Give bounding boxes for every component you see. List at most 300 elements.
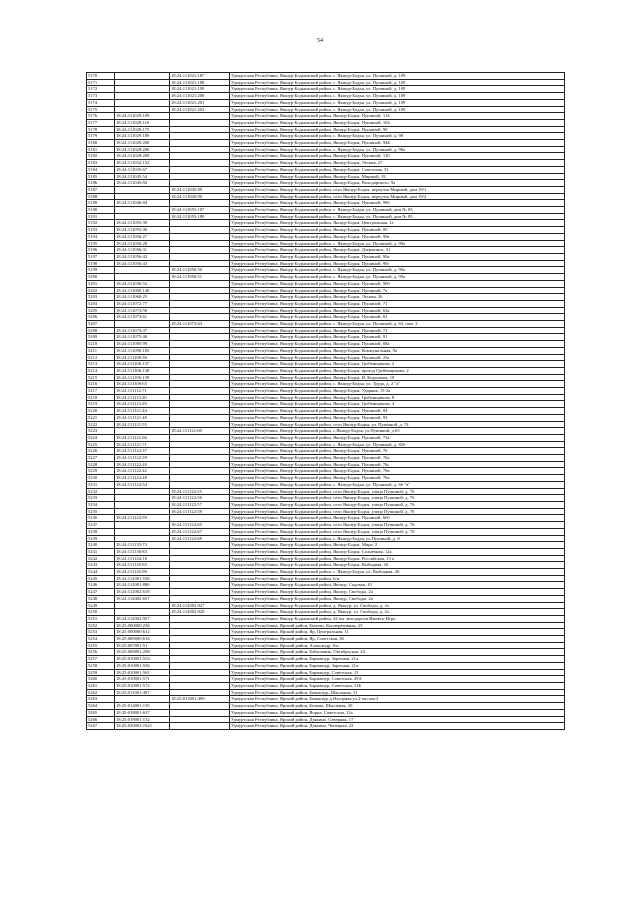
table-row xyxy=(87,119,565,126)
row-number-cell: 5206 xyxy=(87,314,115,321)
cadastral-number-cell: 18:24:111072:77 xyxy=(115,300,170,307)
table-row xyxy=(87,508,565,515)
premises-cadastral-number-cell xyxy=(170,408,230,415)
address-cell: Удмуртская Республика, Якшур-Бодьинский район, Якшур-Бодья, Пушиной, 90а xyxy=(230,233,565,240)
address-cell: Удмуртская Республика, Якшур-Бодьинский район, Якшур-Бодья, Пушиной, 76 xyxy=(230,448,565,455)
row-number-cell: 5221 xyxy=(87,414,115,421)
page-number: 54 xyxy=(317,38,323,44)
premises-cadastral-number-cell xyxy=(170,441,230,448)
table-row xyxy=(87,562,565,569)
cadastral-number-cell: 18:25:011001:497 xyxy=(115,689,170,696)
table-row xyxy=(87,582,565,589)
row-number-cell: 5230 xyxy=(87,475,115,482)
cadastral-number-cell: 18:24:111056:27 xyxy=(115,233,170,240)
premises-cadastral-number-cell xyxy=(170,669,230,676)
row-number-cell: 5232 xyxy=(87,488,115,495)
table-row xyxy=(87,709,565,716)
row-number-cell: 5262 xyxy=(87,689,115,696)
premises-cadastral-number-cell xyxy=(170,227,230,234)
premises-cadastral-number-cell xyxy=(170,662,230,669)
table-row xyxy=(87,535,565,542)
table-row xyxy=(87,515,565,522)
premises-cadastral-number-cell xyxy=(170,133,230,140)
address-cell: Удмуртская Республика, Якшур-Бодьинский район, Якшур-Бодья, Володарского, 9а xyxy=(230,180,565,187)
cadastral-number-cell: 18:24:111056:31 xyxy=(115,247,170,254)
row-number-cell: 5264 xyxy=(87,703,115,710)
address-cell: Удмуртская Республика, Якшур-Бодьинский район, Якшур-Бодья, Пушиной, 72а xyxy=(230,434,565,441)
address-cell: Удмуртская Республика, Ярский район, Бармашур, Советская, 13Б xyxy=(230,682,565,689)
row-number-cell: 5207 xyxy=(87,321,115,328)
table-row xyxy=(87,341,565,348)
address-cell: Удмуртская Республика, Якшур-Бодьинский район, Якшур-Бодья, Пушиной, 25а xyxy=(230,354,565,361)
row-number-cell: 5170 xyxy=(87,73,115,80)
row-number-cell: 5225 xyxy=(87,441,115,448)
premises-cadastral-number-cell: 18:24:111122:56 xyxy=(170,495,230,502)
cadastral-number-cell xyxy=(115,428,170,435)
address-cell: Удмуртская Республика, Якшур-Бодьинский район, село Якшур-Бодья, улица Пушиной, д. 76 xyxy=(230,488,565,495)
cadastral-number-cell: 18:24:111056:42 xyxy=(115,253,170,260)
table-row xyxy=(87,595,565,602)
premises-cadastral-number-cell xyxy=(170,401,230,408)
cadastral-number-cell: 18:24:111121:44 xyxy=(115,408,170,415)
cadastral-number-cell: 18:24:112001:558 xyxy=(115,575,170,582)
table-row xyxy=(87,253,565,260)
premises-cadastral-number-cell xyxy=(170,434,230,441)
premises-cadastral-number-cell xyxy=(170,569,230,576)
premises-cadastral-number-cell xyxy=(170,314,230,321)
premises-cadastral-number-cell xyxy=(170,689,230,696)
cadastral-number-cell: 18:24:111145:90 xyxy=(115,569,170,576)
table-row xyxy=(87,555,565,562)
address-cell: Удмуртская Республика, Якшур-Бодьинский район, Якшур-Бодья, Пушиной, 90а xyxy=(230,253,565,260)
row-number-cell: 5243 xyxy=(87,562,115,569)
row-number-cell: 5205 xyxy=(87,307,115,314)
address-cell: Удмуртская Республика, Якшур-Бодьинский район, Якшур-Бодья, Пушиной, 85 xyxy=(230,227,565,234)
address-cell: Удмуртская Республика, Якшур-Бодьинский район, Якшур-Бодья, Ударная, 15-2а xyxy=(230,388,565,395)
row-number-cell: 5185 xyxy=(87,173,115,180)
row-number-cell: 5229 xyxy=(87,468,115,475)
table-row xyxy=(87,361,565,368)
table-row xyxy=(87,180,565,187)
cadastral-number-cell xyxy=(115,609,170,616)
address-cell: Удмуртская Республика, Якшур-Бодьинский район, Якшур-Бодья, Лесная, 27 xyxy=(230,160,565,167)
row-number-cell: 5246 xyxy=(87,582,115,589)
address-cell: Удмуртская Республика, Якшур-Бодьинский район, с. Якшур-Бодья, ул. Пушиной, дом № 83 xyxy=(230,207,565,214)
cadastral-number-cell: 18:25:000000:612 xyxy=(115,629,170,636)
address-cell: Удмуртская Республика, Якшур-Бодьинский район, Якшур-Бодья, Мирный, 19 xyxy=(230,173,565,180)
table-row xyxy=(87,374,565,381)
table-row xyxy=(87,569,565,576)
table-row xyxy=(87,408,565,415)
address-cell: Удмуртская Республика, Ярский район, Бармашур, Советская, 13 xyxy=(230,669,565,676)
cadastral-number-cell: 18:29:018001:637 xyxy=(115,709,170,716)
table-row xyxy=(87,79,565,86)
table-row xyxy=(87,455,565,462)
premises-cadastral-number-cell xyxy=(170,723,230,730)
row-number-cell: 5196 xyxy=(87,247,115,254)
premises-cadastral-number-cell: 18:24:111122:68 xyxy=(170,535,230,542)
cadastral-number-cell xyxy=(115,508,170,515)
premises-cadastral-number-cell xyxy=(170,280,230,287)
premises-cadastral-number-cell xyxy=(170,287,230,294)
cadastral-number-cell: 18:25:010001:561 xyxy=(115,669,170,676)
cadastral-number-cell xyxy=(115,86,170,93)
cadastral-number-cell xyxy=(115,488,170,495)
row-number-cell: 5245 xyxy=(87,575,115,582)
premises-cadastral-number-cell xyxy=(170,548,230,555)
cadastral-number-cell: 18:24:111121:66 xyxy=(115,434,170,441)
cadastral-number-cell: 18:24:111145:85 xyxy=(115,562,170,569)
row-number-cell: 5201 xyxy=(87,280,115,287)
premises-cadastral-number-cell: 18:25:013001:489 xyxy=(170,696,230,703)
table-row xyxy=(87,240,565,247)
cadastral-number-cell: 18:24:111060:25 xyxy=(115,294,170,301)
row-number-cell: 5211 xyxy=(87,347,115,354)
row-number-cell: 5200 xyxy=(87,274,115,281)
row-number-cell: 5252 xyxy=(87,622,115,629)
address-cell: Удмуртская Республика, Якшур-Бодьинский район, Якшур, Свободы, 2а xyxy=(230,595,565,602)
table-row xyxy=(87,166,565,173)
row-number-cell: 5263 xyxy=(87,696,115,703)
address-cell: Удмуртская Республика, Ярский район, Ворна, Советская, 12а xyxy=(230,709,565,716)
row-number-cell: 5236 xyxy=(87,515,115,522)
premises-cadastral-number-cell xyxy=(170,260,230,267)
cadastral-number-cell: 18:24:111073:58 xyxy=(115,307,170,314)
address-cell: Удмуртская Республика, Якшур-Бодьинский район, с. Якшур-Бодья, ул. Пушиной, д. 109 xyxy=(230,106,565,113)
table-row xyxy=(87,173,565,180)
address-cell: Удмуртская Республика, Якшур-Бодьинский район, Якшур-Бодья, Пушиной, 99б xyxy=(230,200,565,207)
address-cell: Удмуртская Республика, Якшур-Бодьинский район, село Якшур-Бодья, ул. Пушиной, д. 74 xyxy=(230,421,565,428)
address-cell: Удмуртская Республика, Якшур-Бодьинский район, село Якшур-Бодья, улица Пушиной, д. 76 xyxy=(230,502,565,509)
table-row xyxy=(87,213,565,220)
cadastral-number-cell: 18:24:111109:65 xyxy=(115,381,170,388)
address-cell: Удмуртская Республика, Якшур-Бодьинский район, Якшур-Бодья, Пушиной, 114 xyxy=(230,113,565,120)
premises-cadastral-number-cell xyxy=(170,542,230,549)
row-number-cell: 5171 xyxy=(87,79,115,86)
table-row xyxy=(87,488,565,495)
premises-cadastral-number-cell xyxy=(170,656,230,663)
cadastral-number-cell: 18:24:111029:189 xyxy=(115,133,170,140)
cadastral-number-cell: 18:25:020002:1621 xyxy=(115,723,170,730)
table-row xyxy=(87,227,565,234)
table-row xyxy=(87,656,565,663)
cadastral-number-cell: 18:24:111112:71 xyxy=(115,388,170,395)
table-row xyxy=(87,669,565,676)
table-row xyxy=(87,280,565,287)
table-row xyxy=(87,542,565,549)
premises-cadastral-number-cell: 18:24:111121:60 xyxy=(170,428,230,435)
cadastral-number-cell: 18:24:111029:109 xyxy=(115,113,170,120)
row-number-cell: 5195 xyxy=(87,240,115,247)
cadastral-number-cell: 18:25:010001:571 xyxy=(115,676,170,683)
cadastral-number-cell: 18:25:007001:51 xyxy=(115,642,170,649)
address-cell: Удмуртская Республика, Якшур-Бодьинский район, село Якшур-Бодья, улица Пушиной, д. 76 xyxy=(230,508,565,515)
cadastral-number-cell: 18:24:112002:957 xyxy=(115,615,170,622)
row-number-cell: 5173 xyxy=(87,93,115,100)
table-row xyxy=(87,609,565,616)
address-cell: Удмуртская Республика, Якшур-Бодьинский район, Якшур-Бодья, И. Короткова, 10 xyxy=(230,374,565,381)
address-cell: Удмуртская Республика, Якшур-Бодьинский район, Якшур-Бодья, Коммунальная, 9а xyxy=(230,347,565,354)
row-number-cell: 5235 xyxy=(87,508,115,515)
premises-cadastral-number-cell xyxy=(170,341,230,348)
address-cell: Удмуртская Республика, Якшур-Бодьинский район, с. Якшур-Бодья, ул. Пушиной, д. 90а xyxy=(230,240,565,247)
premises-cadastral-number-cell xyxy=(170,589,230,596)
table-row xyxy=(87,321,565,328)
address-cell: Удмуртская Республика, Якшур-Бодьинский район, село Якшур-Бодья, переулок Мирный, дом 19/2 xyxy=(230,193,565,200)
table-row xyxy=(87,394,565,401)
address-cell: Удмуртская Республика, Якшур-Бодьинский район, село Якшур-Бодья, улица Пушиной, д. 76 xyxy=(230,528,565,535)
premises-cadastral-number-cell: 18:24:111021:200 xyxy=(170,93,230,100)
row-number-cell: 5212 xyxy=(87,354,115,361)
cadastral-number-cell: 18:24:111122:48 xyxy=(115,475,170,482)
premises-cadastral-number-cell xyxy=(170,414,230,421)
table-row xyxy=(87,267,565,274)
cadastral-number-cell: 18:24:112002:618 xyxy=(115,589,170,596)
address-cell: Удмуртская Республика, Якшур-Бодьинский район, 44 км. автодороги Ижевск-Игра xyxy=(230,615,565,622)
address-cell: Удмуртская Республика, Якшур-Бодьинский район, Якшур-Бодья, Пушиной, 94Б xyxy=(230,140,565,147)
table-row xyxy=(87,300,565,307)
address-cell: Удмуртская Республика, Ярский район, Бычево, Кооперативная, 25 xyxy=(230,622,565,629)
table-row xyxy=(87,461,565,468)
table-row xyxy=(87,441,565,448)
row-number-cell: 5194 xyxy=(87,233,115,240)
premises-cadastral-number-cell xyxy=(170,595,230,602)
cadastral-number-cell: 18:24:111029:175 xyxy=(115,126,170,133)
address-cell: Удмуртская Республика, Якшур-Бодьинский район, с. Якшур-Бодья, ул. Пушиной, дом № 85 xyxy=(230,213,565,220)
address-cell: Удмуртская Республика, Якшур-Бодьинский район, Якшур-Бодья, Гребенщикова, 2 xyxy=(230,361,565,368)
table-row xyxy=(87,73,565,80)
premises-cadastral-number-cell: 18:24:111055:187 xyxy=(170,207,230,214)
cadastral-number-cell xyxy=(115,73,170,80)
table-row xyxy=(87,207,565,214)
row-number-cell: 5260 xyxy=(87,676,115,683)
table-row xyxy=(87,220,565,227)
cadastral-number-cell xyxy=(115,502,170,509)
row-number-cell: 5238 xyxy=(87,528,115,535)
address-cell: Удмуртская Республика, Якшур-Бодьинский район, Якшур-Бодья, Солнечная, 12а xyxy=(230,548,565,555)
cadastral-number-cell xyxy=(115,93,170,100)
address-cell: Удмуртская Республика, Якшур-Бодьинский район, Якшур-Бодья, Дзержинск, 31 xyxy=(230,247,565,254)
row-number-cell: 5175 xyxy=(87,106,115,113)
address-cell: Удмуртская Республика, Якшур-Бодьинский район, с. Якшур-Бодья, ул. Пушиной, д. 109 xyxy=(230,86,565,93)
address-cell: Удмуртская Республика, Ярский район, Бармашур, Советская, 29А xyxy=(230,676,565,683)
address-cell: Удмуртская Республика, Якшур-Бодьинский район, Якшур-Бодья, Выборная, 26 xyxy=(230,562,565,569)
premises-cadastral-number-cell xyxy=(170,709,230,716)
address-cell: Удмуртская Республика, Якшур-Бодьинский район, с. Якшур-Бодья, ул. Пушиной, д. 109 xyxy=(230,99,565,106)
premises-cadastral-number-cell xyxy=(170,347,230,354)
address-cell: Удмуртская Республика, Якшур-Бодьинский район, Якшур-Бодья, Пушиной, 68а xyxy=(230,341,565,348)
row-number-cell: 5204 xyxy=(87,300,115,307)
address-cell: Удмуртская Республика, Ярский район, Дзякино, Чепецкая, 22 xyxy=(230,723,565,730)
table-row xyxy=(87,502,565,509)
table-row xyxy=(87,126,565,133)
premises-cadastral-number-cell: 18:24:111021:188 xyxy=(170,79,230,86)
premises-cadastral-number-cell xyxy=(170,233,230,240)
cadastral-number-cell: 18:24:111029:200 xyxy=(115,140,170,147)
premises-cadastral-number-cell xyxy=(170,381,230,388)
row-number-cell: 5215 xyxy=(87,374,115,381)
premises-cadastral-number-cell xyxy=(170,622,230,629)
address-cell: Удмуртская Республика, Якшур-Бодьинский район, Якшур-Бодья, Российская, 13 а xyxy=(230,555,565,562)
table-row xyxy=(87,200,565,207)
row-number-cell: 5237 xyxy=(87,522,115,529)
address-cell: Удмуртская Республика, Якшур-Бодьинский район, д. Якшур, ул. Свободы, д. 2а xyxy=(230,609,565,616)
premises-cadastral-number-cell xyxy=(170,200,230,207)
row-number-cell: 5227 xyxy=(87,455,115,462)
row-number-cell: 5182 xyxy=(87,153,115,160)
address-cell: Удмуртская Республика, Якшур-Бодьинский район, с. Якшур-Бодья, ул. Пушиной, д. 109 xyxy=(230,93,565,100)
address-cell: Удмуртская Республика, Якшур-Бодьинский район, Якшур-Бодья, Пушиной, 66б xyxy=(230,515,565,522)
address-cell: Удмуртская Республика, Якшур-Бодьинский район, 6/н xyxy=(230,575,565,582)
cadastral-number-cell: 18:24:111121:71 xyxy=(115,441,170,448)
table-row xyxy=(87,99,565,106)
premises-cadastral-number-cell: 18:24:111045:89 xyxy=(170,186,230,193)
address-cell: Удмуртская Республика, Якшур-Бодьинский район, Якшур, Свободы, 2а xyxy=(230,589,565,596)
cadastral-number-cell: 18:24:111060:140 xyxy=(115,287,170,294)
table-row xyxy=(87,327,565,334)
table-row xyxy=(87,615,565,622)
cadastral-number-cell xyxy=(115,528,170,535)
premises-cadastral-number-cell: 18:24:111055:189 xyxy=(170,213,230,220)
row-number-cell: 5231 xyxy=(87,481,115,488)
cadastral-number-cell: 18:24:111100:36 xyxy=(115,354,170,361)
table-row xyxy=(87,388,565,395)
premises-cadastral-number-cell xyxy=(170,676,230,683)
premises-cadastral-number-cell xyxy=(170,361,230,368)
table-row xyxy=(87,522,565,529)
row-number-cell: 5183 xyxy=(87,160,115,167)
premises-cadastral-number-cell xyxy=(170,615,230,622)
address-cell: Удмуртская Республика, Якшур-Бодьинский район, Якшур-Бодья, Мира, 2 xyxy=(230,542,565,549)
table-row xyxy=(87,723,565,730)
address-cell: Удмуртская Республика, Якшур-Бодьинский район, с. Якшур-Бодья, ул.Пушиной, д. 8 xyxy=(230,535,565,542)
cadastral-number-cell: 18:24:111122:39 xyxy=(115,455,170,462)
table-row xyxy=(87,193,565,200)
address-cell: Удмуртская Республика, Якшур-Бодьинский район, д. Якшур, ул. Свободы, д. 2а xyxy=(230,602,565,609)
row-number-cell: 5176 xyxy=(87,113,115,120)
table-row xyxy=(87,528,565,535)
address-cell: Удмуртская Республика, Ярский район, Бармашур, Заречная, 21а xyxy=(230,656,565,663)
cadastral-number-cell: 18:24:111106:137 xyxy=(115,361,170,368)
premises-cadastral-number-cell xyxy=(170,220,230,227)
row-number-cell: 5214 xyxy=(87,367,115,374)
table-row xyxy=(87,367,565,374)
cadastral-number-cell xyxy=(115,106,170,113)
premises-cadastral-number-cell xyxy=(170,515,230,522)
table-row xyxy=(87,716,565,723)
premises-cadastral-number-cell xyxy=(170,475,230,482)
premises-cadastral-number-cell xyxy=(170,334,230,341)
address-cell: Удмуртская Республика, Якшур-Бодьинский район, село Якшур-Бодья, улица Пушиной, д. 76 xyxy=(230,522,565,529)
table-row xyxy=(87,548,565,555)
premises-cadastral-number-cell xyxy=(170,180,230,187)
premises-cadastral-number-cell: 18:24:111045:90 xyxy=(170,193,230,200)
table-row xyxy=(87,428,565,435)
cadastral-number-cell: 18:24:111106:139 xyxy=(115,374,170,381)
row-number-cell: 5218 xyxy=(87,394,115,401)
cadastral-number-cell xyxy=(115,696,170,703)
premises-cadastral-number-cell xyxy=(170,575,230,582)
cadastral-number-cell: 18:24:111046:84 xyxy=(115,200,170,207)
table-row xyxy=(87,649,565,656)
premises-cadastral-number-cell: 18:24:111021:187 xyxy=(170,73,230,80)
premises-cadastral-number-cell: 18:24:111056:50 xyxy=(170,267,230,274)
row-number-cell: 5242 xyxy=(87,555,115,562)
row-number-cell: 5189 xyxy=(87,200,115,207)
premises-cadastral-number-cell: 18:24:111122:65 xyxy=(170,522,230,529)
premises-cadastral-number-cell xyxy=(170,629,230,636)
row-number-cell: 5192 xyxy=(87,220,115,227)
row-number-cell: 5210 xyxy=(87,341,115,348)
table-row xyxy=(87,307,565,314)
address-cell: Удмуртская Республика, Якшур-Бодьинский район, Якшур-Бодья, Пушиной, 76в xyxy=(230,468,565,475)
table-row xyxy=(87,233,565,240)
table-row xyxy=(87,434,565,441)
row-number-cell: 5241 xyxy=(87,548,115,555)
table-row xyxy=(87,401,565,408)
cadastral-number-cell: 18:25:014001:135 xyxy=(115,703,170,710)
address-cell: Удмуртская Республика, Якшур-Бодьинский район, с. Якшур-Бодья, ул. Пушиной, д. 109 xyxy=(230,79,565,86)
cadastral-number-cell: 18:24:111035:67 xyxy=(115,166,170,173)
row-number-cell: 5184 xyxy=(87,166,115,173)
address-cell: Удмуртская Республика, Ярский район, Дзякино, Северная, 17 xyxy=(230,716,565,723)
cadastral-number-cell: 18:24:111073:61 xyxy=(115,314,170,321)
cadastral-number-cell: 18:25:009001:298 xyxy=(115,649,170,656)
premises-cadastral-number-cell xyxy=(170,703,230,710)
address-cell: Удмуртская Республика, Ярский район, Бачкашур, Школьная, 31 xyxy=(230,689,565,696)
row-number-cell: 5199 xyxy=(87,267,115,274)
premises-cadastral-number-cell xyxy=(170,247,230,254)
cadastral-number-cell: 18:24:112001:886 xyxy=(115,582,170,589)
table-row xyxy=(87,642,565,649)
cadastral-number-cell xyxy=(115,99,170,106)
premises-cadastral-number-cell xyxy=(170,367,230,374)
cadastral-number-cell: 18:24:111056:52 xyxy=(115,280,170,287)
row-number-cell: 5191 xyxy=(87,213,115,220)
table-row xyxy=(87,703,565,710)
address-cell: Удмуртская Республика, Якшур-Бодьинский район, Якшур-Бодья, Пушиной, 93 xyxy=(230,414,565,421)
address-cell: Удмуртская Республика, Якшур-Бодьинский район, с. Якшур-Бодья, ул. Пушиной, д. 82б xyxy=(230,441,565,448)
table-row xyxy=(87,662,565,669)
table-row xyxy=(87,682,565,689)
cadastral-number-cell: 18:24:111144:18 xyxy=(115,555,170,562)
premises-cadastral-number-cell xyxy=(170,481,230,488)
premises-cadastral-number-cell xyxy=(170,555,230,562)
cadastral-number-cell xyxy=(115,495,170,502)
premises-cadastral-number-cell xyxy=(170,582,230,589)
premises-cadastral-number-cell xyxy=(170,374,230,381)
table-row xyxy=(87,468,565,475)
table-row xyxy=(87,381,565,388)
address-cell: Удмуртская Республика, Якшур-Бодьинский район, Якшур-Бодья, Пушиной, 84 xyxy=(230,408,565,415)
row-number-cell: 5172 xyxy=(87,86,115,93)
address-cell: Удмуртская Республика, Якшур-Бодьинский район, Якшур-Бодья, Пушиной, 7а xyxy=(230,287,565,294)
row-number-cell: 5219 xyxy=(87,401,115,408)
address-cell: Удмуртская Республика, Ярский район, Яр, Центральная, 11 xyxy=(230,629,565,636)
cadastral-number-cell: 18:24:111136:83 xyxy=(115,548,170,555)
cadastral-number-cell xyxy=(115,274,170,281)
table-row xyxy=(87,414,565,421)
cadastral-number-cell xyxy=(115,602,170,609)
cadastral-number-cell: 18:24:111029:116 xyxy=(115,119,170,126)
row-number-cell: 5193 xyxy=(87,227,115,234)
address-cell: Удмуртская Республика, Якшур-Бодьинский район, Якшур-Бодья, Пушиной, 71 xyxy=(230,300,565,307)
row-number-cell: 5216 xyxy=(87,381,115,388)
registry-table-body xyxy=(87,73,565,730)
cadastral-number-cell xyxy=(115,186,170,193)
address-cell: Удмуртская Республика, Якшур-Бодьинский район, с. Якшур-Бодья, ул. Труда, д. 2 "а" xyxy=(230,381,565,388)
premises-cadastral-number-cell: 18:24:111021:199 xyxy=(170,86,230,93)
